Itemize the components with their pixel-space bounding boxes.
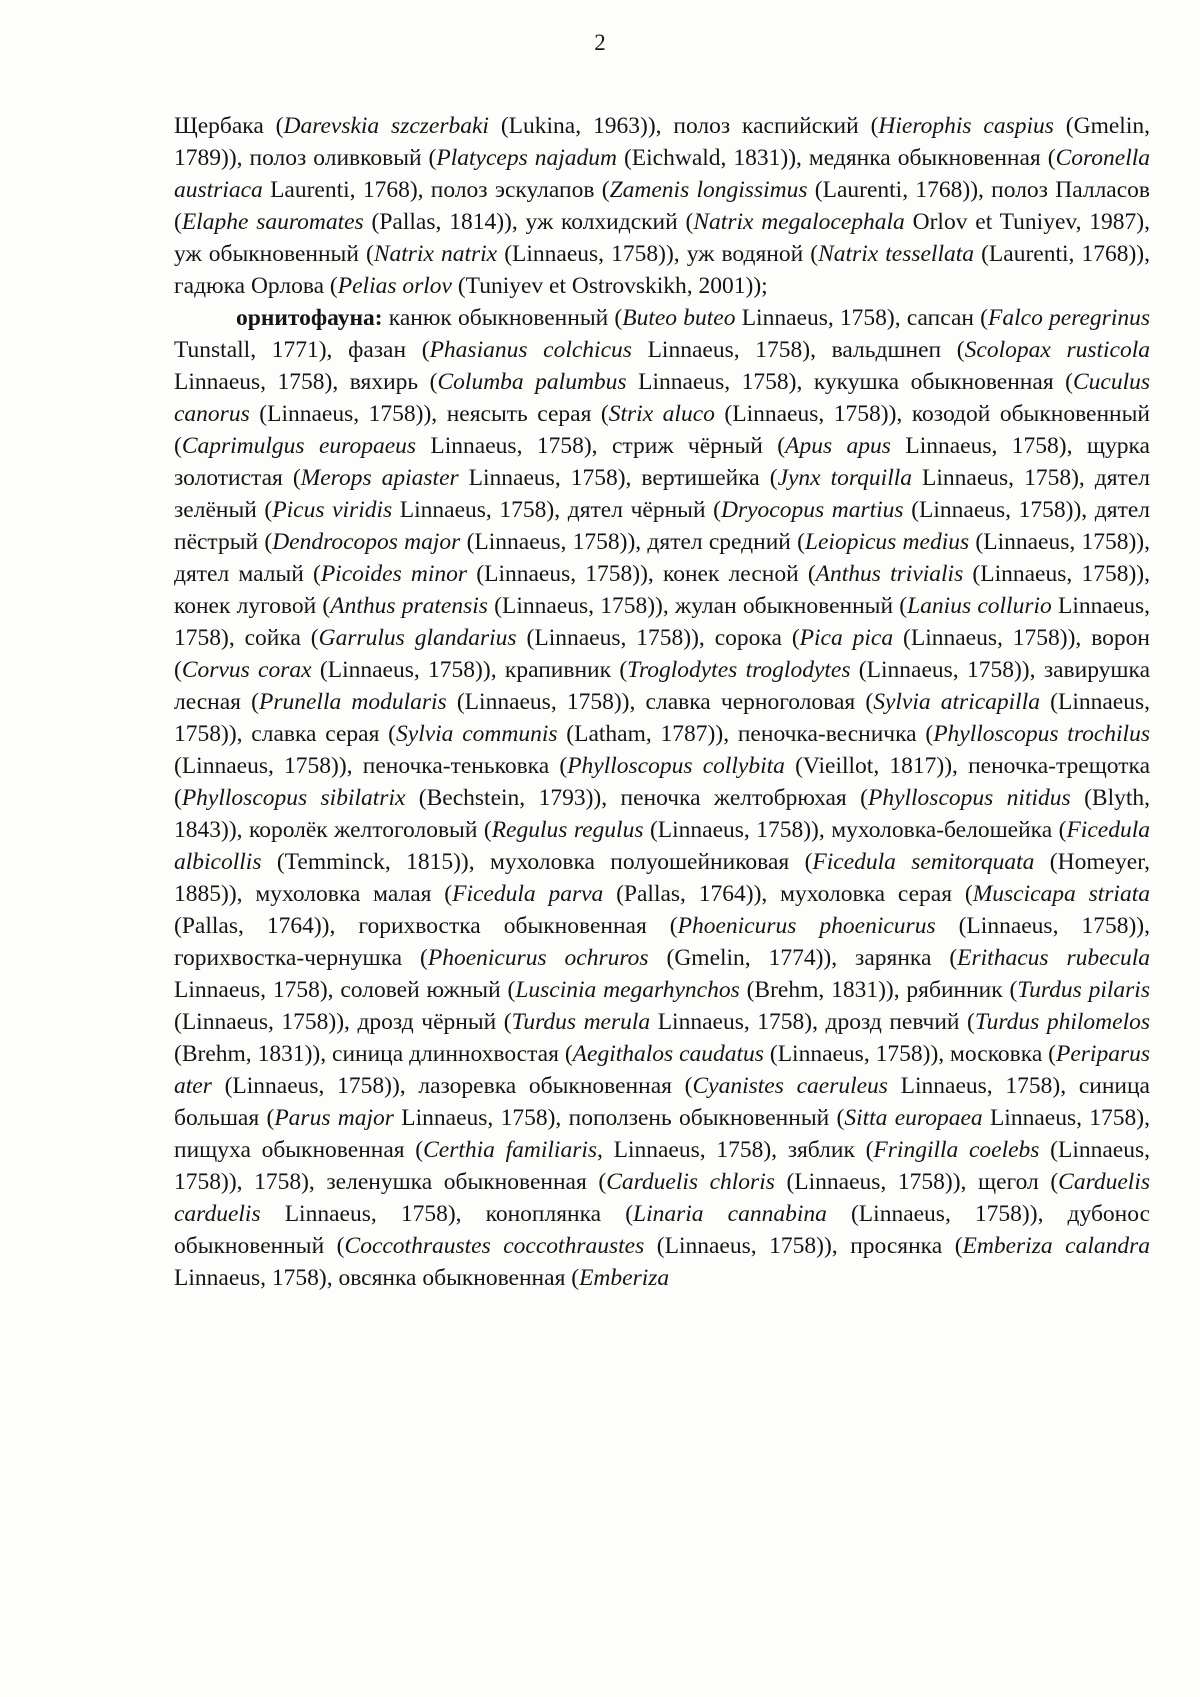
latin-name: Garrulus glandarius: [318, 625, 517, 651]
text-run: (Brehm, 1831)), рябинник (: [739, 977, 1018, 1003]
latin-name: Cyanistes caeruleus: [692, 1073, 888, 1099]
paragraph: [174, 302, 1150, 1294]
paragraph: [174, 110, 1150, 302]
text-run: (Linnaeus, 1758)), завирушка лесная (: [174, 657, 1150, 715]
latin-name: Merops apiaster: [300, 465, 459, 491]
text-run: (Latham, 1787)), пеночка-весничка (: [557, 721, 934, 747]
text-run: (Laurenti, 1768)), полоз Палласов (: [174, 177, 1151, 235]
latin-name: Regulus regulus: [491, 817, 644, 843]
latin-name: Luscinia megarhynchos: [515, 977, 740, 1003]
latin-name: Muscicapa striata: [972, 881, 1150, 907]
text-run: Linnaeus, 1758), коноплянка (: [260, 1201, 634, 1227]
text-run: (Linnaeus, 1758)), дятел малый (: [174, 529, 1150, 587]
text-run: (Laurenti, 1768)), гадюка Орлова (: [174, 241, 1151, 299]
text-run: канюк обыкновенный (: [382, 305, 623, 331]
text-run: (Linnaeus, 1758)), дятел средний (: [460, 529, 805, 555]
text-run: (Temminck, 1815)), мухоловка полуошейниковая (: [261, 849, 813, 875]
text-run: (Linnaeus, 1758)), мухоловка-белошейка (: [643, 817, 1067, 843]
text-run: Linnaeus, 1758), дятел зелёный (: [174, 465, 1150, 523]
text-run: (Tuniyev et Ostrovskikh, 2001));: [451, 273, 768, 299]
latin-name: Sylvia communis: [396, 721, 558, 747]
text-run: (Linnaeus, 1758)), московка (: [763, 1041, 1056, 1067]
text-run: (Linnaeus, 1758)), жулан обыкновенный (: [487, 593, 908, 619]
latin-name: Pica pica: [799, 625, 894, 651]
latin-name: Phoenicurus phoenicurus: [677, 913, 936, 939]
text-run: (Linnaeus, 1758)), дубонос обыкновенный (: [174, 1201, 1150, 1259]
text-run: (Pallas, 1814)), уж колхидский (: [363, 209, 694, 235]
latin-name: Elaphe sauromates: [181, 209, 364, 235]
text-run: (Lukina, 1963)), полоз каспийский (: [488, 113, 879, 139]
latin-name: Natrix natrix: [373, 241, 498, 267]
latin-name: Natrix megalocephala: [693, 209, 905, 235]
text-run: (Linnaeus, 1758)), славка серая (: [174, 689, 1150, 747]
latin-name: Phasianus colchicus: [429, 337, 632, 363]
text-run: Linnaeus, 1758), синица большая (: [174, 1073, 1150, 1131]
latin-name: Darevskia szczerbaki: [283, 113, 489, 139]
text-run: (Linnaeus, 1758)), дрозд чёрный (: [174, 1009, 512, 1035]
latin-name: Emberiza calandra: [962, 1233, 1150, 1259]
latin-name: Phoenicurus ochruros: [427, 945, 649, 971]
latin-name: Anthus trivialis: [815, 561, 964, 587]
text-run: (Homeyer, 1885)), мухоловка малая (: [174, 849, 1150, 907]
text-run: (Linnaeus, 1758)), 1758), зеленушка обыкновенная (: [174, 1137, 1150, 1195]
latin-name: Phylloscopus sibilatrix: [181, 785, 406, 811]
latin-name: Aegithalos caudatus: [572, 1041, 764, 1067]
text-run: (Gmelin, 1774)), зарянка (: [648, 945, 958, 971]
latin-name: Certhia familiaris: [423, 1137, 598, 1163]
latin-name: Fringilla coelebs: [873, 1137, 1040, 1163]
latin-name: Phylloscopus trochilus: [933, 721, 1150, 747]
latin-name: Sitta europaea: [844, 1105, 983, 1131]
text-run: (Bechstein, 1793)), пеночка желтобрюхая (: [405, 785, 868, 811]
text-run: (Linnaeus, 1758)), просянка (: [644, 1233, 963, 1259]
latin-name: Carduelis carduelis: [174, 1169, 1150, 1227]
latin-name: Turdus merula: [511, 1009, 651, 1035]
latin-name: Lanius collurio: [907, 593, 1052, 619]
text-run: Linnaeus, 1758), щурка золотистая (: [174, 433, 1150, 491]
text-run: (Linnaeus, 1758)), славка черноголовая (: [446, 689, 874, 715]
latin-name: Dryocopus martius: [720, 497, 904, 523]
text-run: Orlov et Tuniyev, 1987), уж обыкновенный (: [174, 209, 1150, 267]
text-run: (Linnaeus, 1758)), пеночка-теньковка (: [174, 753, 568, 779]
text-run: Linnaeus, 1758), вертишейка (: [458, 465, 778, 491]
text-run: Tunstall, 1771), фазан (: [174, 337, 430, 363]
text-run: Linnaeus, 1758), кукушка обыкновенная (: [626, 369, 1073, 395]
text-run: , Linnaeus, 1758), зяблик (: [597, 1137, 874, 1163]
text-run: Linnaeus, 1758), овсянка обыкновенная (: [174, 1265, 580, 1291]
latin-name: Scolopax rusticola: [964, 337, 1151, 363]
latin-name: Columba palumbus: [437, 369, 627, 395]
latin-name: Picus viridis: [272, 497, 393, 523]
latin-name: Zamenis longissimus: [609, 177, 808, 203]
text-run: (Pallas, 1764)), горихвостка обыкновенная (: [174, 913, 678, 939]
latin-name: Platyceps najadum: [436, 145, 617, 171]
latin-name: Caprimulgus europaeus: [181, 433, 417, 459]
text-run: (Linnaeus, 1758)), щегол (: [774, 1169, 1059, 1195]
text-run: Linnaeus, 1758), поползень обыкновенный (: [393, 1105, 845, 1131]
latin-name: Corvus corax: [181, 657, 312, 683]
latin-name: Ficedula semitorquata: [812, 849, 1035, 875]
latin-name: Parus major: [274, 1105, 394, 1131]
text-run: Щербака (: [174, 113, 284, 139]
latin-name: Ficedula parva: [452, 881, 604, 907]
latin-name: Leiopicus medius: [804, 529, 970, 555]
text-run: Linnaeus, 1758), вяхирь (: [174, 369, 438, 395]
text-run: (Linnaeus, 1758)), лазоревка обыкновенная (: [211, 1073, 693, 1099]
text-run: (Brehm, 1831)), синица длиннохвостая (: [174, 1041, 573, 1067]
text-run: (Linnaeus, 1758)), дятел пёстрый (: [174, 497, 1150, 555]
text-run: (Linnaeus, 1758)), конек луговой (: [174, 561, 1150, 619]
text-run: (Pallas, 1764)), мухоловка серая (: [603, 881, 973, 907]
latin-name: Turdus philomelos: [974, 1009, 1150, 1035]
text-run: (Linnaeus, 1758)), сорока (: [516, 625, 800, 651]
latin-name: Linaria cannabina: [633, 1201, 827, 1227]
text-run: Linnaeus, 1758), вальдшнеп (: [631, 337, 965, 363]
text-run: (Blyth, 1843)), королёк желтоголовый (: [174, 785, 1151, 843]
text-run: (Linnaeus, 1758)), козодой обыкновенный (: [174, 401, 1150, 459]
latin-name: Jynx torquilla: [777, 465, 913, 491]
text-run: Linnaeus, 1758), пищуха обыкновенная (: [174, 1105, 1150, 1163]
text-run: Linnaeus, 1758), сойка (: [174, 593, 1150, 651]
latin-name: Coronella austriaca: [174, 145, 1150, 203]
document-body: [174, 110, 1150, 1294]
latin-name: Phylloscopus nitidus: [867, 785, 1071, 811]
text-run: Linnaeus, 1758), сапсан (: [735, 305, 989, 331]
latin-name: Carduelis chloris: [606, 1169, 775, 1195]
text-run: (Gmelin, 1789)), полоз оливковый (: [174, 113, 1150, 171]
latin-name: Troglodytes troglodytes: [627, 657, 851, 683]
text-run: Linnaeus, 1758), дрозд певчий (: [650, 1009, 975, 1035]
text-run: (Linnaeus, 1758)), уж водяной (: [497, 241, 819, 267]
latin-name: Prunella modularis: [258, 689, 447, 715]
section-heading: орнитофауна:: [236, 305, 383, 331]
text-run: Linnaeus, 1758), дятел чёрный (: [392, 497, 721, 523]
latin-name: Coccothraustes coccothraustes: [344, 1233, 645, 1259]
text-run: (Vieillot, 1817)), пеночка-трещотка (: [174, 753, 1150, 811]
page-number: 2: [594, 30, 606, 55]
latin-name: Dendrocopos major: [272, 529, 461, 555]
text-run: Laurenti, 1768), полоз эскулапов (: [262, 177, 610, 203]
text-run: (Linnaeus, 1758)), ворон (: [174, 625, 1150, 683]
latin-name: Erithacus rubecula: [957, 945, 1151, 971]
text-run: (Eichwald, 1831)), медянка обыкновенная (: [616, 145, 1056, 171]
text-run: (Linnaeus, 1758)), неясыть серая (: [249, 401, 609, 427]
latin-name: Falco peregrinus: [988, 305, 1150, 331]
latin-name: Natrix tessellata: [818, 241, 975, 267]
text-run: (Linnaeus, 1758)), конек лесной (: [467, 561, 816, 587]
latin-name: Hierophis caspius: [878, 113, 1054, 139]
latin-name: Periparus ater: [174, 1041, 1150, 1099]
latin-name: Turdus pilaris: [1017, 977, 1150, 1003]
latin-name: Pelias orlov: [337, 273, 452, 299]
latin-name: Ficedula albicollis: [174, 817, 1150, 875]
latin-name: Picoides minor: [320, 561, 468, 587]
latin-name: Apus apus: [785, 433, 891, 459]
latin-name: Buteo buteo: [622, 305, 736, 331]
text-run: Linnaeus, 1758), соловей южный (: [174, 977, 516, 1003]
latin-name: Phylloscopus collybita: [567, 753, 785, 779]
latin-name: Strix aluco: [608, 401, 715, 427]
latin-name: Anthus pratensis: [330, 593, 488, 619]
latin-name: Sylvia atricapilla: [873, 689, 1040, 715]
text-run: (Linnaeus, 1758)), горихвостка-чернушка (: [174, 913, 1150, 971]
text-run: (Linnaeus, 1758)), крапивник (: [311, 657, 628, 683]
text-run: Linnaeus, 1758), стриж чёрный (: [416, 433, 786, 459]
latin-name: Cuculus canorus: [174, 369, 1150, 427]
latin-name: Emberiza: [579, 1265, 670, 1291]
